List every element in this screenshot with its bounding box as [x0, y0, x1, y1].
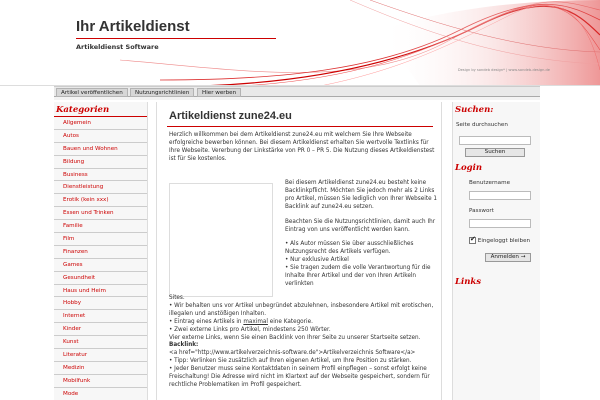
rule-bullet: • Wir behalten uns vor Artikel unbegründet abzulehnen, insbesondere Artikel mit erotischen, illegalen und anstößigen Inhalten.: [169, 302, 434, 317]
category-link-hobby[interactable]: Hobby: [54, 297, 147, 310]
backlink-info-paragraph: Bei diesem Artikeldienst zune24.eu besteht keine Backlinkpflicht. Möchten Sie jedoch mehr als 2 Links pro Artikel, müssen Sie lediglich von Ihrer Webseite 1 Backlink auf zune24.eu setzen.: [285, 180, 437, 210]
username-input[interactable]: [469, 191, 531, 200]
category-link-business[interactable]: Business: [54, 169, 147, 182]
intro-paragraph: Herzlich willkommen bei dem Artikeldienst zune24.eu mit welchem Sie Ihre Webseite erfolgreiche bewerben können. Bei diesem Artikeldienst erhalten Sie wertvolle Textlinks für Ihre Webseite. Vererbung der Linkstärke von PR 0 – PR 5. Die Nutzung dieses Artikeldienstest ist für Sie kostenlos.: [169, 132, 435, 162]
category-list: [54, 117, 147, 400]
nav-tab-artikel-veroeffentlichen[interactable]: Artikel veröffentlichen: [56, 88, 128, 97]
rule-bullet: • Zwei externe Links pro Artikel, mindestens 250 Wörter.: [169, 326, 331, 333]
search-heading: Suchen:: [455, 105, 494, 115]
password-label: Passwort: [469, 208, 494, 214]
rules-text: Sites.: [169, 295, 185, 301]
links-heading: Links: [455, 277, 482, 287]
category-link-essen-und-trinken[interactable]: Essen und Trinken: [54, 207, 147, 220]
category-link-haus-und-heim[interactable]: Haus und Heim: [54, 285, 147, 298]
nav-tab-nutzungsrichtlinien[interactable]: Nutzungsrichtlinien: [130, 88, 194, 97]
tip-bullet: • Tipp: Verlinken Sie zusätzlich auf Ihren eigenen Artikel, um Ihre Position zu stärken.: [169, 358, 412, 365]
page-title: Artikeldienst zune24.eu: [169, 110, 292, 122]
site-header: [0, 0, 600, 86]
main-navigation: [54, 86, 540, 97]
categories-heading: Kategorien: [54, 102, 147, 117]
banner-image-placeholder: [169, 183, 273, 297]
rule-bullet: [169, 319, 441, 327]
site-tagline: Artikeldienst Software: [76, 43, 159, 51]
nav-shadow: [54, 97, 540, 100]
login-heading: Login: [455, 163, 482, 173]
main-content: [156, 102, 442, 400]
category-link-gesundheit[interactable]: Gesundheit: [54, 272, 147, 285]
category-link-medizin[interactable]: Medizin: [54, 362, 147, 375]
rule-bullet: • Als Autor müssen Sie über ausschließliches Nutzungsrecht des Artikels verfügen.: [285, 241, 414, 256]
search-button[interactable]: Suchen: [465, 148, 525, 157]
category-link-erotik[interactable]: Erotik (kein xxx): [54, 194, 147, 207]
category-link-mobilfunk[interactable]: Mobilfunk: [54, 375, 147, 388]
guidelines-info-paragraph: Beachten Sie die Nutzungsrichtlinien, damit auch Ihr Eintrag von uns veröffentlicht werden kann.: [285, 218, 436, 233]
rule-text: • Eintrag eines Artikels in: [169, 318, 244, 325]
search-input[interactable]: [459, 136, 531, 145]
title-underline: [167, 126, 433, 127]
category-link-internet[interactable]: Internet: [54, 310, 147, 323]
rule-emphasis: maximal: [243, 318, 268, 325]
site-title[interactable]: Ihr Artikeldienst: [76, 18, 190, 35]
right-sidebar: [452, 102, 540, 400]
tip-bullet: • Jeder Benutzer muss seine Kontaktdaten in seinem Profil einpflegen – sonst erfolgt keine Freischaltung! Die Adresse wird nicht im Klartext auf der Webseite gespeichert, sondern für rechtliche Problematiken im Profil gespeichert.: [169, 366, 430, 388]
rules-section: [169, 295, 441, 390]
backlink-code: <a href="http://www.artikelverzeichnis-software.de">Artikelverzeichnis Software</a>: [169, 350, 416, 357]
remember-label: Eingeloggt bleiben: [477, 238, 531, 244]
category-link-mode[interactable]: Mode: [54, 388, 147, 400]
category-link-bauen-und-wohnen[interactable]: Bauen und Wohnen: [54, 143, 147, 156]
rule-bullet: • Sie tragen zudem die volle Verantwortung für die Inhalte Ihrer Artikel und der von Ihren Artikeln verlinkten: [285, 265, 431, 287]
remember-checkbox[interactable]: [469, 237, 476, 244]
title-divider: [76, 38, 276, 39]
category-link-games[interactable]: Games: [54, 259, 147, 272]
remember-row: [453, 237, 540, 244]
design-credit-link[interactable]: Design by sondeb design* | www.sondeb-design.de: [457, 68, 550, 72]
left-sidebar: [54, 102, 148, 400]
username-label: Benutzername: [469, 180, 511, 186]
category-link-kunst[interactable]: Kunst: [54, 336, 147, 349]
info-column: [285, 180, 441, 289]
category-link-allgemein[interactable]: Allgemein: [54, 117, 147, 130]
category-link-finanzen[interactable]: Finanzen: [54, 246, 147, 259]
category-link-autos[interactable]: Autos: [54, 130, 147, 143]
category-link-dienstleistung[interactable]: Dienstleistung: [54, 181, 147, 194]
rule-bullet: • Nur exklusive Artikel: [285, 257, 349, 264]
category-link-literatur[interactable]: Literatur: [54, 349, 147, 362]
category-link-familie[interactable]: Familie: [54, 220, 147, 233]
password-input[interactable]: [469, 219, 531, 228]
rule-text: eine Kategorie.: [267, 318, 313, 325]
backlink-label: Backlink:: [169, 342, 199, 349]
category-link-bildung[interactable]: Bildung: [54, 156, 147, 169]
category-link-kinder[interactable]: Kinder: [54, 323, 147, 336]
nav-tab-hier-werben[interactable]: Hier werben: [197, 88, 241, 97]
category-link-film[interactable]: Film: [54, 233, 147, 246]
rule-text: Vier externe Links, wenn Sie einen Backlink von Ihrer Seite zu unserer Startseite setzen.: [169, 334, 421, 341]
login-button[interactable]: Anmelden →: [485, 253, 531, 262]
search-label: Seite durchsuchen: [456, 122, 508, 128]
header-swoosh-graphic: [120, 0, 600, 86]
